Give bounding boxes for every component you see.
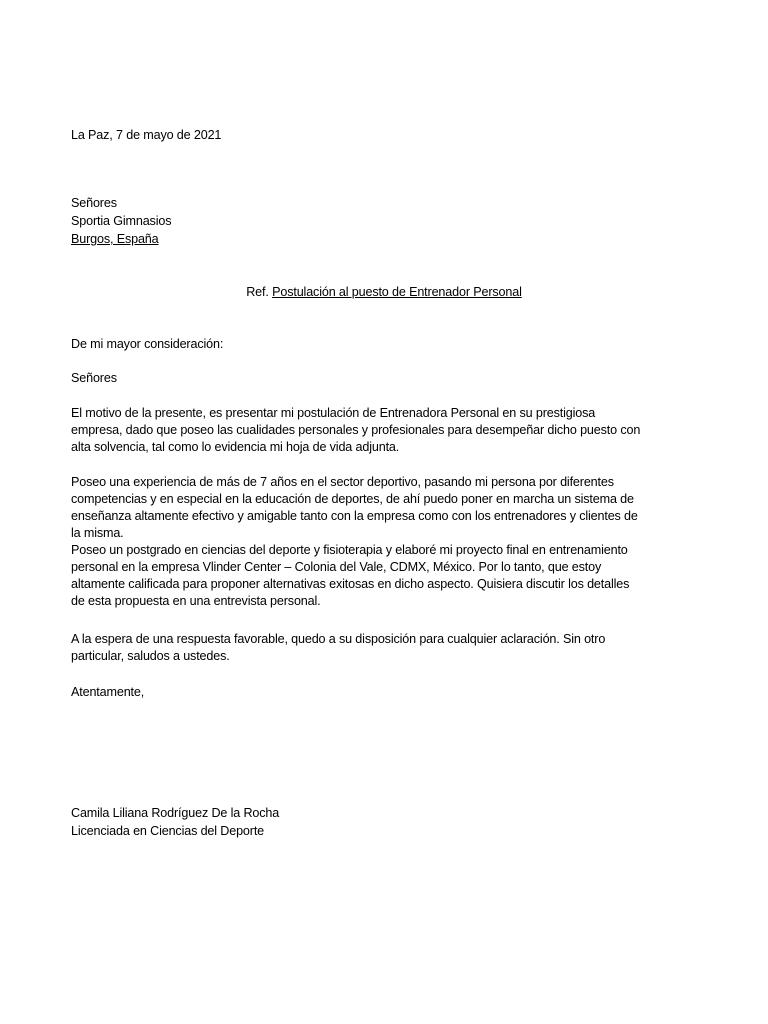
reference-prefix: Ref. (246, 285, 269, 299)
closing: Atentamente, (71, 685, 145, 699)
recipient-line-3: Burgos, España (71, 232, 159, 246)
paragraph-1-line: empresa, dado que poseo las cualidades personales y profesionales para desempeñar dicho puesto con (71, 423, 641, 437)
paragraph-1-line: El motivo de la presente, es presentar mi postulación de Entrenadora Personal en su prestigiosa (71, 406, 596, 420)
date-line: La Paz, 7 de mayo de 2021 (71, 128, 222, 142)
salutation-2: Señores (71, 371, 117, 385)
reference-line (0, 284, 768, 301)
paragraph-2-line: Poseo un postgrado en ciencias del deporte y fisioterapia y elaboré mi proyecto final en entrenamiento (71, 543, 628, 557)
signature-title: Licenciada en Ciencias del Deporte (71, 824, 265, 838)
paragraph-2-line: enseñanza altamente efectivo y amigable tanto con la empresa como con los entrenadores y clientes de (71, 509, 638, 523)
paragraph-3 (71, 631, 671, 665)
paragraph-2-line: la misma. (71, 526, 124, 540)
recipient-line-2: Sportia Gimnasios (71, 214, 172, 228)
paragraph-2-line: de esta propuesta en una entrevista personal. (71, 594, 321, 608)
paragraph-3-line: particular, saludos a ustedes. (71, 649, 230, 663)
paragraph-1 (71, 405, 671, 456)
paragraph-2-line: personal en la empresa Vlinder Center – Colonia del Vale, CDMX, México. Por lo tanto, que estoy (71, 560, 602, 574)
reference-subject: Postulación al puesto de Entrenador Personal (272, 285, 522, 299)
signature-name: Camila Liliana Rodríguez De la Rocha (71, 806, 280, 820)
paragraph-2-line: competencias y en especial en la educación de deportes, de ahí puedo poner en marcha un sistema de (71, 492, 634, 506)
paragraph-2-line: altamente calificada para proponer alternativas exitosas en dicho aspecto. Quisiera discutir los detalles (71, 577, 630, 591)
paragraph-2 (71, 474, 671, 610)
paragraph-3-line: A la espera de una respuesta favorable, quedo a su disposición para cualquier aclaración. Sin otro (71, 632, 606, 646)
paragraph-1-line: alta solvencia, tal como lo evidencia mi hoja de vida adjunta. (71, 440, 400, 454)
salutation: De mi mayor consideración: (71, 337, 224, 351)
paragraph-2-line: Poseo una experiencia de más de 7 años en el sector deportivo, pasando mi persona por diferentes (71, 475, 614, 489)
recipient-line-1: Señores (71, 196, 117, 210)
